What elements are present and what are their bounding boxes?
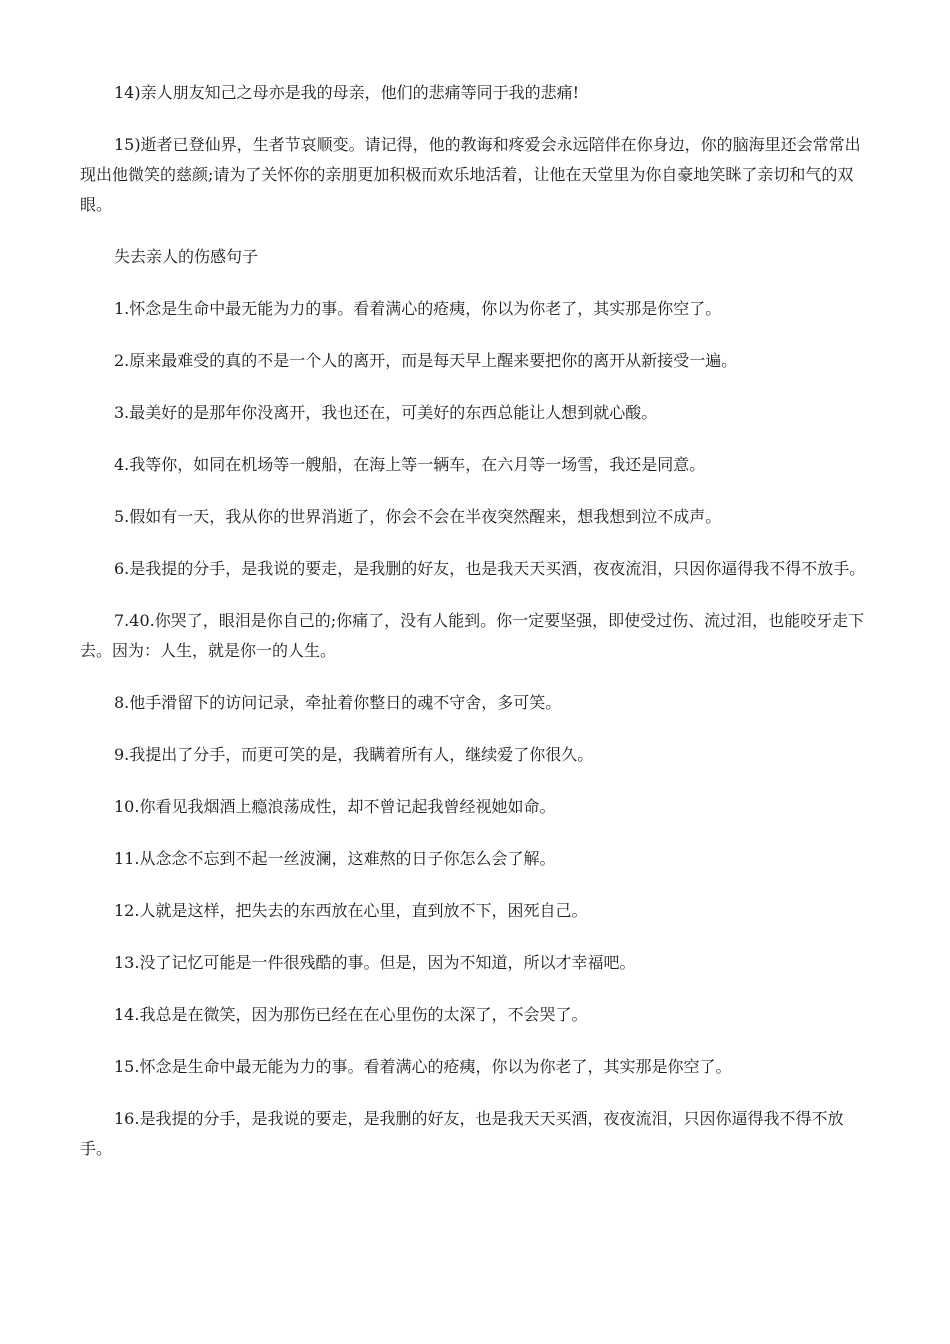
list-item: 2.原来最难受的真的不是一个人的离开，而是每天早上醒来要把你的离开从新接受一遍。 [114,351,738,370]
list-item: 16.是我提的分手，是我说的要走，是我删的好友，也是我天天买酒，夜夜流泪，只因你逼得我不得不放手。 [80,1109,844,1158]
list-item: 8.他手滑留下的访问记录，牵扯着你整日的魂不守舍，多可笑。 [114,693,562,712]
list-item: 6.是我提的分手，是我说的要走，是我删的好友，也是我天天买酒，夜夜流泪，只因你逼得我不得不放手。 [114,559,866,578]
list-item: 12.人就是这样，把失去的东西放在心里，直到放不下，困死自己。 [114,901,588,920]
list-item: 13.没了记忆可能是一件很残酷的事。但是，因为不知道，所以才幸福吧。 [114,953,636,972]
list-item: 14.我总是在微笑，因为那伤已经在在心里伤的太深了，不会哭了。 [114,1005,588,1024]
paragraph: 14)亲人朋友知己之母亦是我的母亲，他们的悲痛等同于我的悲痛! [114,83,580,102]
list-item: 1.怀念是生命中最无能为力的事。看着满心的疮痍，你以为你老了，其实那是你空了。 [114,299,722,318]
list-item: 11.从念念不忘到不起一丝波澜，这难熬的日子你怎么会了解。 [114,849,556,868]
list-item: 9.我提出了分手，而更可笑的是，我瞒着所有人，继续爱了你很久。 [114,745,594,764]
list-item: 7.40.你哭了，眼泪是你自己的;你痛了，没有人能到。你一定要坚强，即使受过伤、流过泪，也能咬牙走下去。因为：人生，就是你一的人生。 [80,611,865,660]
list-item: 15.怀念是生命中最无能为力的事。看着满心的疮痍，你以为你老了，其实那是你空了。 [114,1057,732,1076]
list-item: 3.最美好的是那年你没离开，我也还在，可美好的东西总能让人想到就心酸。 [114,403,658,422]
document-body [80,78,870,1186]
list-item: 4.我等你，如同在机场等一艘船，在海上等一辆车，在六月等一场雪，我还是同意。 [114,455,706,474]
section-heading: 失去亲人的伤感句子 [114,247,259,266]
list-item: 10.你看见我烟酒上瘾浪荡成性，却不曾记起我曾经视她如命。 [114,797,556,816]
paragraph: 15)逝者已登仙界，生者节哀顺变。请记得，他的教诲和疼爱会永远陪伴在你身边，你的脑海里还会常常出现出他微笑的慈颜;请为了关怀你的亲朋更加积极而欢乐地活着，让他在天堂里为你自豪地笑眯了亲切和气的双眼。 [80,135,861,214]
list-item: 5.假如有一天，我从你的世界消逝了，你会不会在半夜突然醒来，想我想到泣不成声。 [114,507,722,526]
